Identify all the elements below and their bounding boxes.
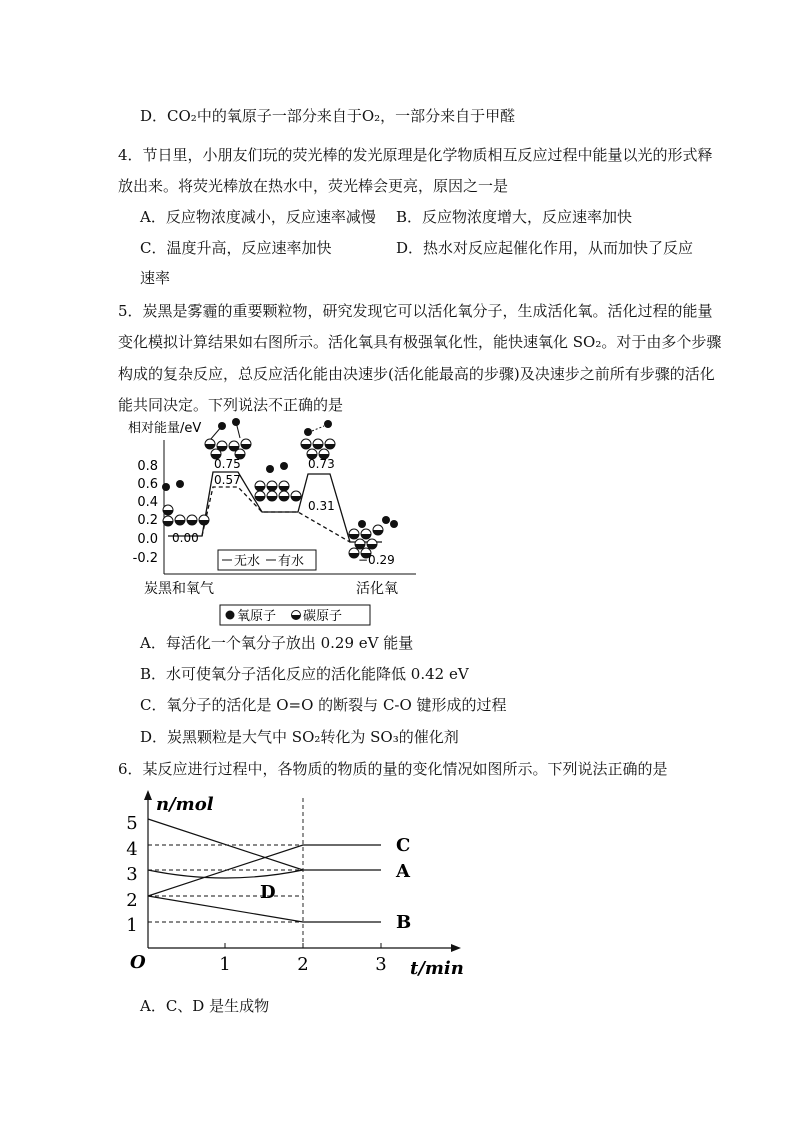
q4-stem-line2: 放出来。将荧光棒放在热水中，荧光棒会更亮，原因之一是 [118,177,509,195]
val-031: 0.31 [308,499,335,513]
label-end: 活化氧 [356,581,398,597]
q5-option-a: A．每活化一个氧分子放出 0.29 eV 能量 [140,634,414,652]
molecule-start [162,480,209,526]
oxygen-atom-icon [226,611,235,620]
q5-option-c: C．氧分子的活化是 O=O 的断裂与 C-O 键形成的过程 [140,696,507,714]
energy-ytick: 0.2 [137,513,158,528]
val-057: 0.57 [214,473,241,487]
q6-stem: 6．某反应进行过程中，各物质的物质的量的变化情况如图所示。下列说法正确的是 [118,760,668,778]
nt-xlabel: t/min [410,958,464,978]
q4-option-d-line2: 速率 [140,269,171,287]
q4-option-d-line1: D．热水对反应起催化作用，从而加快了反应 [396,239,694,257]
nt-ytick: 1 [126,915,138,936]
nt-ytick: 2 [126,890,138,911]
q6-option-a: A．C、D 是生成物 [140,997,270,1015]
legend-oxygen: 氧原子 [237,609,277,624]
energy-ytick: 0.6 [137,477,158,492]
q4-option-b: B．反应物浓度增大，反应速率加快 [396,208,633,226]
amount-time-chart [120,788,470,978]
val-000: 0.00 [172,531,199,545]
q5-stem-line2: 变化模拟计算结果如右图所示。活化氧具有极强氧化性，能快速氧化 SO₂。对于由多个步骤 [118,333,722,351]
label-start: 炭黑和氧气 [144,581,214,597]
legend-water: 有水 [278,554,305,569]
energy-ytick: -0.2 [132,551,158,566]
q5-option-d: D．炭黑颗粒是大气中 SO₂转化为 SO₃的催化剂 [140,728,459,746]
val-075: 0.75 [214,457,241,471]
nt-xtick: 3 [375,954,387,975]
energy-ytick: 0.0 [137,532,158,547]
nt-guides [148,798,303,948]
q4-option-a: A．反应物浓度减小，反应速率减慢 [140,208,376,226]
nt-xtick: 2 [297,954,309,975]
nt-x-arrow [451,944,461,952]
molecule-product [349,516,398,558]
label-c: C [396,835,411,856]
series-d-line [148,870,303,878]
val-073: 0.73 [308,457,335,471]
energy-ytick: 0.8 [137,459,158,474]
molecule-ts1 [205,418,251,459]
nt-origin: O [130,952,146,973]
nt-ytick: 5 [126,813,138,834]
legend-carbon: 碳原子 [303,609,343,624]
q5-option-b: B．水可使氧分子活化反应的活化能降低 0.42 eV [140,665,469,683]
q4-stem-line1: 4．节日里，小朋友们玩的荧光棒的发光原理是化学物质相互反应过程中能量以光的形式释 [118,146,713,164]
nt-ylabel: n/mol [156,794,214,815]
nt-yticks [126,813,137,936]
legend-no-water: 无水 [234,554,261,569]
val-m029: −0.29 [358,553,395,567]
energy-diagram [110,412,440,632]
energy-yticks [133,459,158,566]
q5-stem-line3: 构成的复杂反应，总反应活化能由决速步(活化能最高的步骤)及决速步之前所有步骤的活化 [118,365,715,383]
molecule-intermediate [255,462,301,501]
nt-ytick: 4 [126,839,138,860]
energy-ytick: 0.4 [137,495,158,510]
energy-ylabel: 相对能量/eV [128,421,202,436]
q3-option-d: D．CO₂中的氧原子一部分来自于O₂，一部分来自于甲醛 [140,107,516,125]
label-b: B [396,912,412,933]
q4-option-c: C．温度升高，反应速率加快 [140,239,332,257]
label-d: D [260,882,276,903]
q5-stem-line1: 5．炭黑是雾霾的重要颗粒物，研究发现它可以活化氧分子，生成活化氧。活化过程的能量 [118,302,713,320]
nt-y-arrow [144,790,152,800]
q5-stem-line4: 能共同决定。下列说法不正确的是 [118,396,344,414]
label-a: A [396,861,410,882]
nt-ytick: 3 [126,864,138,885]
nt-xtick: 1 [219,954,231,975]
molecule-ts2 [301,420,335,459]
